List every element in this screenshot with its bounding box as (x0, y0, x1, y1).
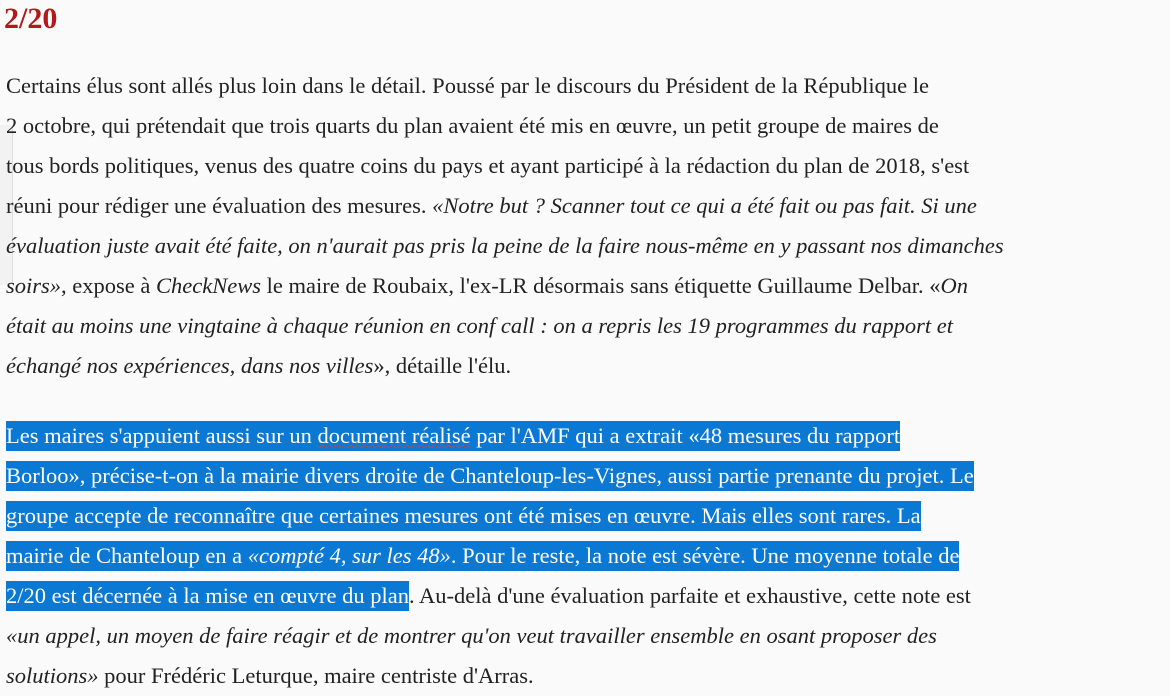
text-span: le maire de Roubaix, l'ex-LR désormais sans étiquette Guillaume Delbar. « (260, 273, 941, 298)
text-line[interactable] (6, 456, 1166, 496)
quote-span: «un appel, un moyen de faire réagir et de montrer qu'on veut travailler ensemble en osant proposer des (6, 623, 937, 648)
text-span: pour Frédéric Leturque, maire centriste d'Arras. (98, 663, 534, 688)
text-span: Les maires s'appuient aussi sur un (6, 423, 318, 448)
selected-text[interactable] (6, 421, 900, 451)
spellcheck-underlined-text: document réalisé (317, 423, 471, 448)
text-span: , expose à (61, 273, 156, 298)
text-line[interactable] (6, 496, 1166, 536)
quote-span: était au moins une vingtaine à chaque réunion en conf call : on a repris les 19 programmes du rapport et (6, 313, 953, 338)
text-span: mairie de Chanteloup en a (6, 543, 248, 568)
text-line[interactable] (6, 536, 1166, 576)
text-span: . Pour le reste, la note est sévère. Une moyenne totale de (450, 543, 960, 568)
text-line (6, 306, 1166, 346)
text-line (6, 106, 1166, 146)
quote-span: On (940, 273, 968, 298)
selected-text[interactable]: 2/20 est décernée à la mise en œuvre du plan (6, 581, 409, 611)
selected-text[interactable] (6, 541, 959, 571)
quote-span: échangé nos expériences, dans nos villes (6, 353, 374, 378)
selected-text[interactable]: groupe accepte de reconnaître que certaines mesures ont été mises en œuvre. Mais elles sont rares. La (6, 501, 921, 531)
text-span: tous bords politiques, venus des quatre coins du pays et ayant participé à la rédaction du plan de 2018, s'est (6, 153, 970, 178)
paragraph-2[interactable] (6, 416, 1166, 696)
publication-name: CheckNews (156, 273, 261, 298)
text-span: par l'AMF qui a extrait «48 mesures du rapport (470, 423, 901, 448)
quote-span: solutions» (6, 663, 99, 688)
text-span: . Au-delà d'une évaluation parfaite et exhaustive, cette note est (408, 583, 971, 608)
text-line[interactable] (6, 576, 1166, 616)
text-line (6, 186, 1166, 226)
text-line (6, 616, 1166, 656)
text-span: Certains élus sont allés plus loin dans le détail. Poussé par le discours du Président de la République le (6, 73, 929, 98)
selected-text[interactable]: Borloo», précise-t-on à la mairie divers droite de Chanteloup-les-Vignes, aussi partie prenante du projet. Le (6, 461, 974, 491)
text-line (6, 266, 1166, 306)
text-line (6, 346, 1166, 386)
text-span: réuni pour rédiger une évaluation des mesures. (6, 193, 433, 218)
quote-span: «compté 4, sur les 48» (247, 543, 451, 568)
quote-span: évaluation juste avait été faite, on n'aurait pas pris la peine de la faire nous-même en y passant nos dimanches (6, 233, 1004, 258)
text-line (6, 66, 1166, 106)
text-line[interactable] (6, 416, 1166, 456)
paragraph-1 (6, 66, 1166, 386)
quote-span: «Notre but ? Scanner tout ce qui a été fait ou pas fait. Si une (432, 193, 977, 218)
text-line (6, 226, 1166, 266)
quote-span: soirs» (6, 273, 62, 298)
page-heading: 2/20 (4, 2, 58, 35)
text-line (6, 656, 1166, 696)
text-span: », détaille l'élu. (373, 353, 512, 378)
text-line (6, 146, 1166, 186)
text-span: 2 octobre, qui prétendait que trois quarts du plan avaient été mis en œuvre, un petit groupe de maires de (6, 113, 939, 138)
